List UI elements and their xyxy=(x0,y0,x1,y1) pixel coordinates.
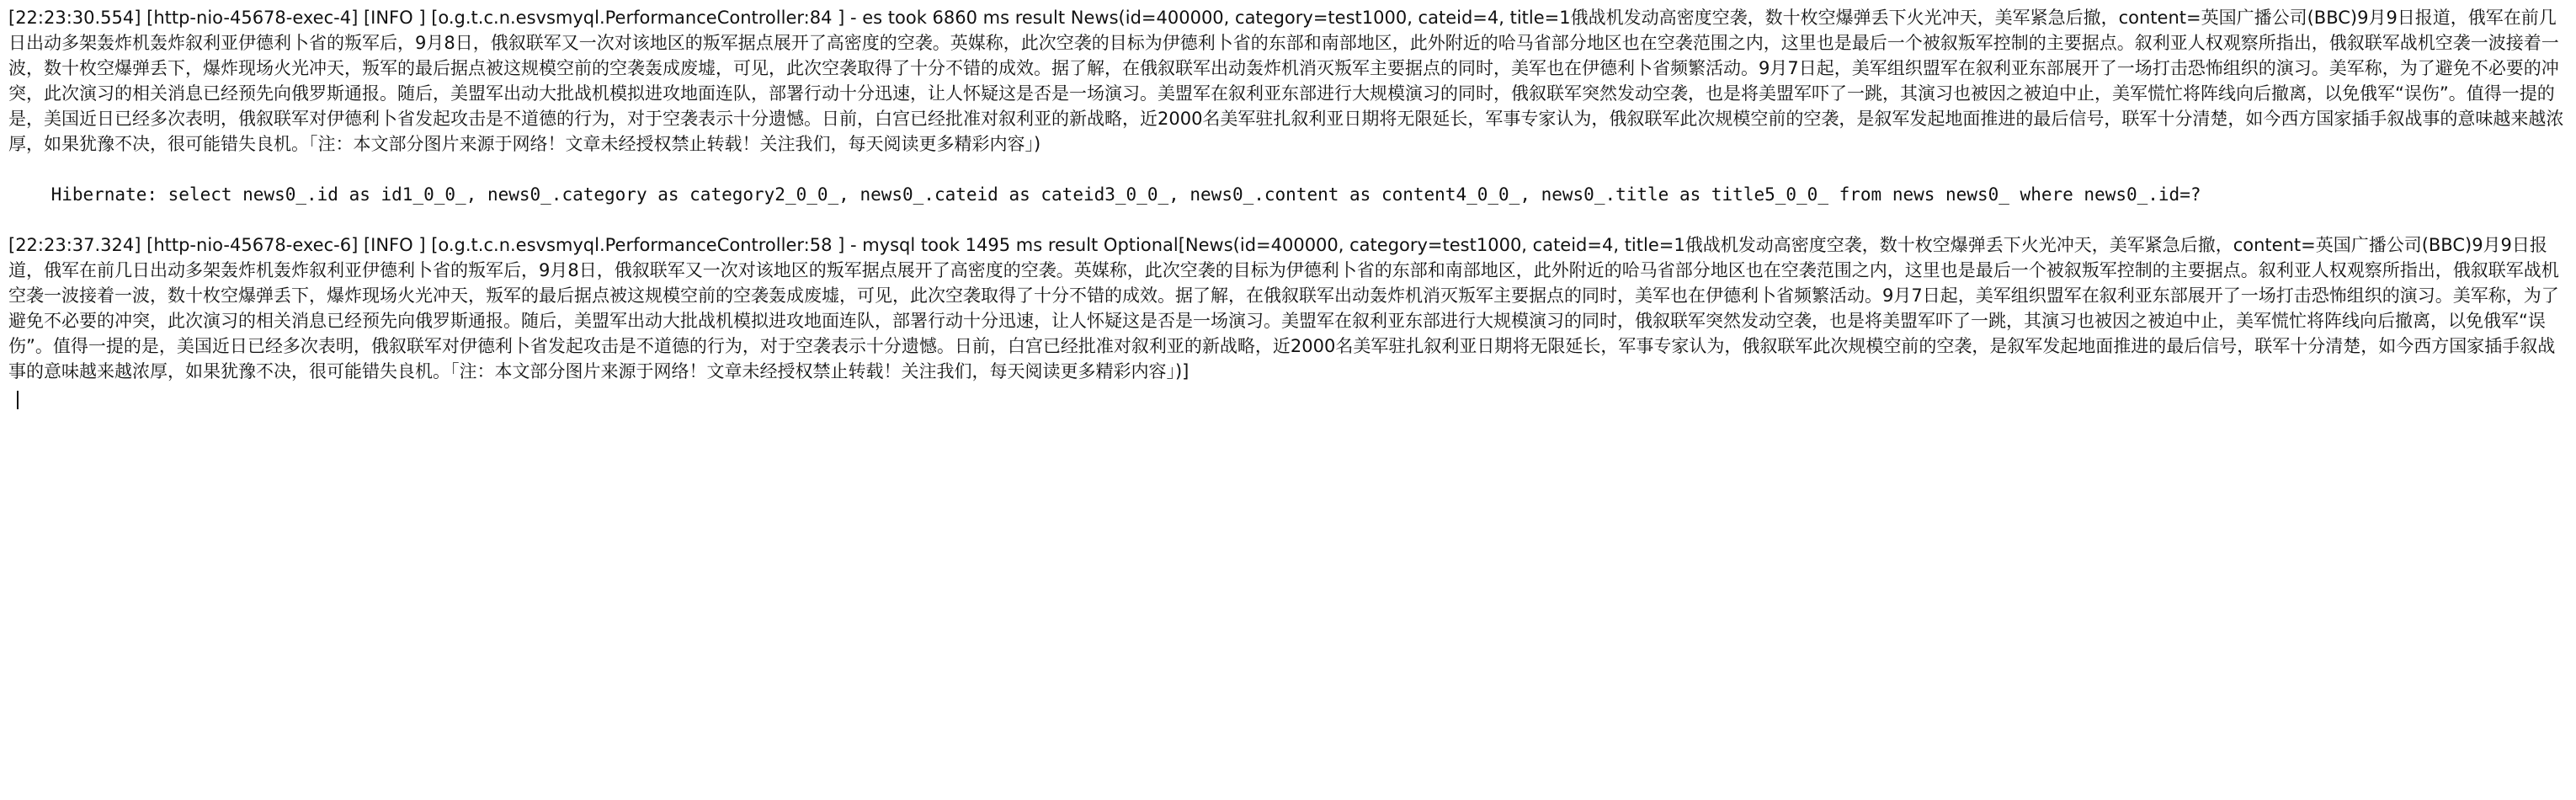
terminal-cursor-row xyxy=(8,391,2568,409)
log-entry-mysql xyxy=(8,232,2568,384)
log-entry-hibernate-text: Hibernate: select news0_.id as id1_0_0_, news0_.category as category2_0_0_, news0_.cateid as cateid3_0_0_, news0_.content as content4_0_0_, news0_.title as title5_0_0_ from news news0_ where news0_.id=? xyxy=(51,184,2201,205)
log-entry-mysql-text: [22:23:37.324] [http-nio-45678-exec-6] [INFO ] [o.g.t.c.n.esvsmyql.PerformanceController:58 ] - mysql took 1495 ms result Optional[News(id=400000, category=test1000, cateid=4, title=1俄战机发动高密度空袭，数十枚空爆弹丢下火光冲天，美军紧急后撤，content=英国广播公司(BBC)9月9日报道，俄军在前几日出动多架轰炸机轰炸叙利亚伊德利卜省的叛军后，9月8日，俄叙联军又一次对该地区的叛军据点展开了高密度的空袭。英媒称，此次空袭的目标为伊德利卜省的东部和南部地区，此外附近的哈马省部分地区也在空袭范围之内，这里也是最后一个被叙叛军控制的主要据点。叙利亚人权观察所指出，俄叙联军战机空袭一波接着一波，数十枚空爆弹丢下，爆炸现场火光冲天，叛军的最后据点被这规模空前的空袭轰成废墟，可见，此次空袭取得了十分不错的成效。据了解，在俄叙联军出动轰炸机消灭叛军主要据点的同时，美军也在伊德利卜省频繁活动。9月7日起，美军组织盟军在叙利亚东部展开了一场打击恐怖组织的演习。美军称，为了避免不必要的冲突，此次演习的相关消息已经预先向俄罗斯通报。随后，美盟军出动大批战机模拟进攻地面连队，部署行动十分迅速，让人怀疑这是否是一场演习。美盟军在叙利亚东部进行大规模演习的同时，俄叙联军突然发动空袭，也是将美盟军吓了一跳，其演习也被因之被迫中止，美军慌忙将阵线向后撤离，以免俄军“误伤”。值得一提的是，美国近日已经多次表明，俄叙联军对伊德利卜省发起攻击是不道德的行为，对于空袭表示十分遗憾。日前，白宫已经批准对叙利亚的新战略，近2000名美军驻扎叙利亚日期将无限延长，军事专家认为，俄叙联军此次规模空前的空袭，是叙军发起地面推进的最后信号，联军十分清楚，如今西方国家插手叙战事的意味越来越浓厚，如果犹豫不决，很可能错失良机。「注：本文部分图片来源于网络！文章未经授权禁止转载！关注我们，每天阅读更多精彩内容」)] xyxy=(8,235,2559,381)
log-entry-es xyxy=(8,5,2568,157)
text-cursor xyxy=(17,391,19,409)
log-entry-hibernate xyxy=(8,157,2568,232)
log-entry-es-text: [22:23:30.554] [http-nio-45678-exec-4] [INFO ] [o.g.t.c.n.esvsmyql.PerformanceController:84 ] - es took 6860 ms result News(id=400000, category=test1000, cateid=4, title=1俄战机发动高密度空袭，数十枚空爆弹丢下火光冲天，美军紧急后撤，content=英国广播公司(BBC)9月9日报道，俄军在前几日出动多架轰炸机轰炸叙利亚伊德利卜省的叛军后，9月8日，俄叙联军又一次对该地区的叛军据点展开了高密度的空袭。英媒称，此次空袭的目标为伊德利卜省的东部和南部地区，此外附近的哈马省部分地区也在空袭范围之内，这里也是最后一个被叙叛军控制的主要据点。叙利亚人权观察所指出，俄叙联军战机空袭一波接着一波，数十枚空爆弹丢下，爆炸现场火光冲天，叛军的最后据点被这规模空前的空袭轰成废墟，可见，此次空袭取得了十分不错的成效。据了解，在俄叙联军出动轰炸机消灭叛军主要据点的同时，美军也在伊德利卜省频繁活动。9月7日起，美军组织盟军在叙利亚东部展开了一场打击恐怖组织的演习。美军称，为了避免不必要的冲突，此次演习的相关消息已经预先向俄罗斯通报。随后，美盟军出动大批战机模拟进攻地面连队，部署行动十分迅速，让人怀疑这是否是一场演习。美盟军在叙利亚东部进行大规模演习的同时，俄叙联军突然发动空袭，也是将美盟军吓了一跳，其演习也被因之被迫中止，美军慌忙将阵线向后撤离，以免俄军“误伤”。值得一提的是，美国近日已经多次表明，俄叙联军对伊德利卜省发起攻击是不道德的行为，对于空袭表示十分遗憾。日前，白宫已经批准对叙利亚的新战略，近2000名美军驻扎叙利亚日期将无限延长，军事专家认为，俄叙联军此次规模空前的空袭，是叙军发起地面推进的最后信号，联军十分清楚，如今西方国家插手叙战事的意味越来越浓厚，如果犹豫不决，很可能错失良机。「注：本文部分图片来源于网络！文章未经授权禁止转载！关注我们，每天阅读更多精彩内容」) xyxy=(8,8,2564,154)
